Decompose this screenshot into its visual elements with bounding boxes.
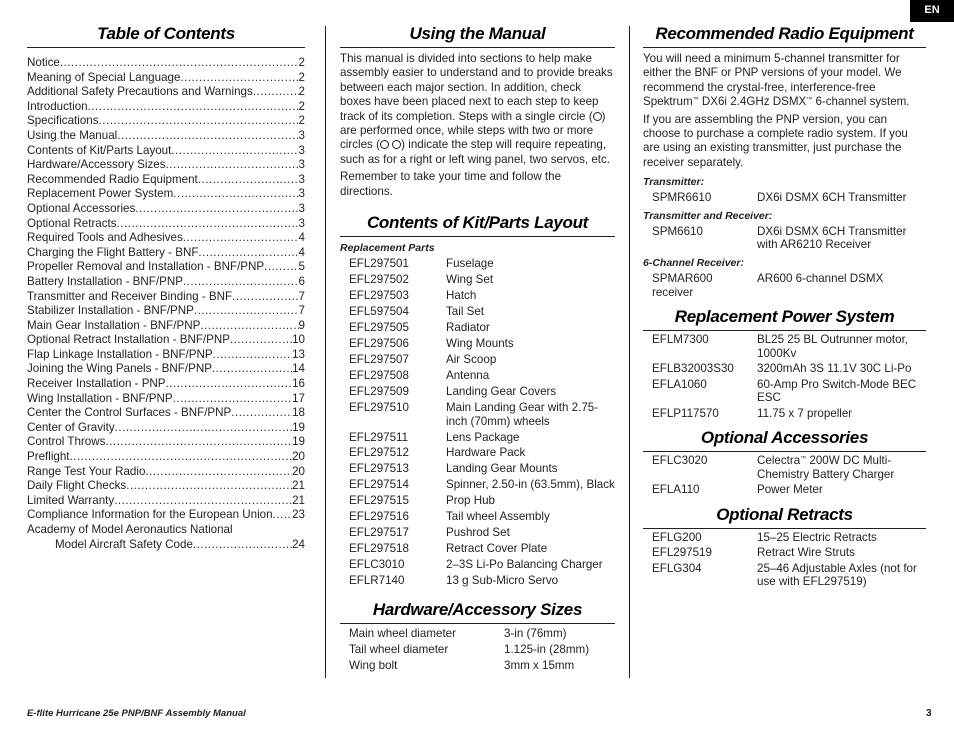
radio-row [643, 225, 926, 252]
part-description: Spinner, 2.50-in (63.5mm), Black [446, 478, 615, 492]
toc-entry[interactable] [27, 158, 305, 173]
toc-entry-page: 2 [298, 114, 305, 128]
part-description: Main Landing Gear with 2.75-inch (70mm) wheels [446, 400, 599, 428]
toc-entry[interactable] [27, 362, 305, 377]
toc-entry[interactable] [27, 100, 305, 115]
hardware-size: 3mm x 15mm [504, 658, 575, 672]
toc-entry-page: 4 [298, 231, 305, 245]
toc-entry-text: Preflight [27, 450, 70, 464]
toc-entry-text: Academy of Model Aeronautics National [27, 523, 233, 536]
toc-entry-text: Contents of Kit/Parts Layout [27, 143, 172, 157]
power-row [643, 333, 926, 360]
toc-leader-dots [213, 348, 293, 363]
toc-entry-page: 4 [298, 245, 305, 259]
part-description: Tail wheel Assembly [446, 510, 550, 524]
part-code: EFLC3010 [349, 558, 405, 572]
toc-leader-dots [273, 508, 293, 523]
toc-entry-page: 2 [298, 99, 305, 113]
circle-icon [380, 140, 389, 149]
retract-row [643, 546, 926, 560]
hardware-item: Wing bolt [349, 658, 398, 672]
toc-title: Table of Contents [97, 24, 235, 43]
toc-entry[interactable] [27, 231, 305, 246]
hardware-size: 1.125-in (28mm) [504, 642, 590, 656]
manual-column [340, 24, 615, 675]
toc-leader-dots [88, 100, 299, 115]
part-description: Wing Set [446, 273, 494, 287]
hardware-rule [340, 623, 615, 624]
part-code: EFL297507 [349, 352, 409, 366]
part-description: Air Scoop [446, 352, 497, 366]
retract-description: 15–25 Electric Retracts [757, 530, 877, 544]
part-row [340, 305, 615, 319]
column-divider-right [629, 26, 630, 678]
hardware-row [340, 659, 615, 673]
part-row [340, 574, 615, 588]
toc-entry[interactable] [27, 392, 305, 407]
toc-rule [27, 47, 305, 48]
power-description: BL25 25 BL Outrunner motor, 1000Kv [757, 333, 909, 360]
toc-leader-dots [198, 246, 298, 261]
radio-description: DX6i DSMX 6CH Transmitter [757, 191, 907, 205]
radio-group-label: Transmitter: [643, 176, 705, 189]
column-divider-left [325, 26, 326, 678]
part-row [340, 526, 615, 540]
hardware-size: 3-in (76mm) [504, 626, 567, 640]
toc-entry[interactable] [27, 333, 305, 348]
power-description: 60-Amp Pro Switch-Mode BEC ESC [757, 377, 917, 405]
radio-rule [643, 47, 926, 48]
accessory-description [757, 483, 926, 497]
radio-title: Recommended Radio Equipment [655, 24, 914, 43]
retract-row [643, 562, 926, 589]
toc-entry-page: 3 [298, 172, 305, 186]
radio-code: SPMAR600 receiver [652, 272, 713, 299]
part-description: Retract Cover Plate [446, 542, 548, 556]
radio-group-label: Transmitter and Receiver: [643, 209, 773, 222]
accessory-description [757, 454, 926, 481]
toc-entry-text: Flap Linkage Installation - BNF/PNP [27, 347, 213, 361]
toc-leader-dots [171, 144, 298, 159]
using-manual-reminder: Remember to take your time and follow the directions. [340, 170, 562, 198]
part-row [340, 273, 615, 287]
toc-entry[interactable] [27, 275, 305, 290]
part-code: EFL297517 [349, 526, 409, 540]
power-code: EFLM7300 [652, 333, 709, 347]
accessory-name-rest: 200W DC Multi-Chemistry Battery Charger [757, 454, 895, 481]
part-row [340, 353, 615, 367]
retract-code: EFL297519 [652, 546, 712, 560]
accessory-row [643, 483, 926, 497]
power-code: EFLA1060 [652, 377, 707, 391]
part-row [340, 494, 615, 508]
part-code: EFL297508 [349, 368, 409, 382]
part-description: Radiator [446, 321, 490, 334]
toc-entry-text: Battery Installation - BNF/PNP [27, 274, 183, 288]
toc-entry-text: Model Aircraft Safety Code [55, 537, 193, 551]
power-row [643, 362, 926, 376]
toc-entry[interactable] [27, 421, 305, 436]
toc-entry-page: 20 [292, 464, 305, 478]
radio-description: DX6i DSMX 6CH Transmitter with AR6210 Receiver [757, 224, 907, 252]
toc-entry-text: Center of Gravity [27, 420, 115, 434]
toc-entry[interactable] [27, 246, 305, 261]
kit-title: Contents of Kit/Parts Layout [366, 213, 589, 233]
part-row [340, 321, 615, 335]
radio-pnp-paragraph: If you are assembling the PNP version, you can choose to purchase a complete radio system. If you are using an existing transmitter, just purchase the receiver separately. [643, 112, 908, 169]
part-description: 13 g Sub-Micro Servo [446, 574, 559, 588]
toc-leader-dots [105, 435, 292, 450]
toc-entry-text: Replacement Power System [27, 187, 174, 201]
kit-rule [340, 236, 615, 237]
part-row [340, 337, 615, 351]
accessories-rule [643, 451, 926, 452]
toc-entry[interactable] [27, 85, 305, 100]
part-row [340, 558, 615, 572]
part-row [340, 385, 615, 399]
part-code: EFL297506 [349, 336, 409, 350]
toc-entry-text: Meaning of Special Language [27, 70, 181, 84]
part-description: Prop Hub [446, 494, 495, 508]
replacement-parts-label: Replacement Parts [340, 242, 435, 255]
part-row [340, 510, 615, 524]
toc-entry-text: Optional Accessories [27, 201, 136, 215]
toc-list [27, 56, 305, 523]
power-code: EFLB32003S30 [652, 362, 734, 376]
toc-leader-dots [212, 362, 292, 377]
toc-entry[interactable] [27, 129, 305, 144]
radio-code: SPMR6610 [652, 191, 712, 205]
part-row [340, 446, 615, 460]
radio-code: SPM6610 [652, 224, 703, 238]
toc-entry-page: 24 [292, 537, 305, 551]
toc-entry-page: 3 [298, 187, 305, 201]
toc-leader-dots [114, 494, 292, 509]
toc-entry-page: 18 [292, 406, 305, 420]
toc-entry-page: 3 [298, 158, 305, 172]
hardware-item: Tail wheel diameter [349, 642, 449, 656]
toc-leader-dots [264, 260, 298, 275]
part-description: Hatch [446, 289, 477, 303]
toc-entry[interactable] [27, 304, 305, 319]
retract-code: EFLG200 [652, 530, 702, 544]
part-code: EFL297505 [349, 321, 409, 334]
toc-entry-text: Introduction [27, 99, 88, 113]
toc-entry[interactable] [27, 187, 305, 202]
part-description: Wing Mounts [446, 336, 514, 350]
toc-entry-page: 21 [292, 479, 305, 493]
power-title: Replacement Power System [674, 307, 895, 327]
part-row [340, 257, 615, 271]
toc-leader-dots [126, 479, 292, 494]
toc-entry-page: 13 [292, 347, 305, 361]
part-code: EFL297515 [349, 494, 409, 508]
toc-entry-text: Center the Control Surfaces - BNF/PNP [27, 406, 232, 420]
radio-group-list [643, 272, 926, 299]
radio-group-list [643, 225, 926, 252]
toc-entry-page: 3 [298, 128, 305, 142]
toc-entry-page: 2 [298, 85, 305, 99]
toc-leader-dots [173, 392, 292, 407]
toc-leader-dots [117, 217, 299, 232]
radio-group-label: 6-Channel Receiver: [643, 257, 744, 270]
toc-entry-text: Required Tools and Adhesives [27, 231, 183, 245]
toc-entry[interactable] [27, 202, 305, 217]
accessories-title: Optional Accessories [700, 428, 869, 448]
toc-leader-dots [253, 85, 299, 100]
toc-leader-dots [117, 129, 298, 144]
power-code: EFLP117570 [652, 406, 719, 420]
toc-entry-page: 23 [292, 508, 305, 522]
toc-leader-dots [145, 465, 292, 480]
accessory-code: EFLA110 [652, 483, 700, 497]
toc-leader-dots [115, 421, 292, 436]
part-row [340, 478, 615, 492]
toc-entry[interactable] [27, 217, 305, 232]
part-description: Tail Set [446, 305, 485, 319]
toc-leader-dots [183, 275, 299, 290]
part-row [340, 401, 615, 428]
retract-row [643, 531, 926, 545]
toc-entry[interactable] [27, 494, 305, 509]
equipment-column [643, 24, 926, 591]
retract-code: EFLG304 [652, 561, 702, 575]
retract-description: Retract Wire Struts [757, 546, 855, 560]
toc-entry-page: 19 [292, 435, 305, 449]
part-description: 2–3S Li-Po Balancing Charger [446, 558, 603, 572]
power-row [643, 378, 926, 405]
toc-entry-page: 3 [298, 201, 305, 215]
toc-entry[interactable] [27, 450, 305, 465]
toc-entry-text: Additional Safety Precautions and Warnings [27, 85, 253, 99]
hardware-list [340, 627, 615, 673]
circle-icon [392, 140, 401, 149]
part-code: EFL297514 [349, 478, 409, 492]
toc-entry-page: 6 [298, 274, 305, 288]
toc-entry-page: 9 [298, 318, 305, 332]
part-code: EFL297509 [349, 384, 409, 398]
retracts-title: Optional Retracts [716, 504, 853, 524]
toc-entry-text: Joining the Wing Panels - BNF/PNP [27, 362, 212, 376]
part-row [340, 369, 615, 383]
accessory-name: Celectra [757, 454, 801, 468]
toc-leader-dots [99, 114, 299, 129]
toc-leader-dots [173, 187, 298, 202]
hardware-row [340, 643, 615, 657]
radio-description: AR600 6-channel DSMX [757, 272, 884, 286]
power-row [643, 407, 926, 421]
part-code: EFL597504 [349, 305, 409, 319]
radio-row [643, 272, 926, 299]
retract-description: 25–46 Adjustable Axles (not for use with EFL297519) [757, 561, 917, 589]
toc-leader-dots [232, 290, 298, 305]
toc-entry-page: 16 [292, 377, 305, 391]
toc-entry[interactable] [27, 71, 305, 86]
toc-entry-page: 2 [298, 56, 305, 69]
hardware-item: Main wheel diameter [349, 626, 456, 640]
part-code: EFL297502 [349, 273, 409, 287]
part-description: Lens Package [446, 430, 520, 444]
toc-entry[interactable] [27, 260, 305, 275]
toc-leader-dots [230, 333, 292, 348]
power-description: 3200mAh 3S 11.1V 30C Li-Po [757, 362, 912, 376]
part-code: EFL297510 [349, 400, 409, 414]
accessory-name: Power Meter [757, 483, 823, 497]
toc-entry[interactable] [27, 290, 305, 305]
toc-entry[interactable] [27, 377, 305, 392]
toc-entry-text: Optional Retract Installation - BNF/PNP [27, 333, 230, 347]
toc-entry-ama-line2[interactable] [27, 538, 305, 553]
toc-entry-text: Main Gear Installation - BNF/PNP [27, 318, 201, 332]
toc-entry[interactable] [27, 406, 305, 421]
toc-entry[interactable] [27, 319, 305, 334]
toc-entry[interactable] [27, 479, 305, 494]
toc-entry[interactable] [27, 56, 305, 71]
toc-entry-page: 14 [292, 362, 305, 376]
part-row [340, 289, 615, 303]
part-description: Fuselage [446, 257, 494, 271]
toc-entry-text: Receiver Installation - PNP [27, 377, 166, 391]
hardware-title: Hardware/Accessory Sizes [372, 599, 583, 619]
footer-page-number: 3 [926, 708, 932, 719]
toc-entry-page: 20 [292, 450, 305, 464]
part-description: Landing Gear Mounts [446, 462, 558, 476]
language-tab: EN [910, 0, 954, 22]
toc-entry[interactable] [27, 465, 305, 480]
toc-entry-ama-line1[interactable] [27, 523, 305, 538]
radio-groups [643, 176, 926, 299]
toc-leader-dots [183, 231, 299, 246]
part-code: EFL297503 [349, 289, 409, 303]
toc-entry-text: Propeller Removal and Installation - BNF/PNP [27, 260, 265, 274]
part-code: EFLR7140 [349, 574, 405, 588]
toc-entry-text: Specifications [27, 114, 99, 128]
part-code: EFL297501 [349, 257, 409, 271]
toc-entry-text: Range Test Your Radio [27, 464, 146, 478]
part-description: Antenna [446, 368, 490, 382]
trademark-mark: ™ [800, 456, 807, 463]
toc-entry[interactable] [27, 435, 305, 450]
toc-entry-text: Wing Installation - BNF/PNP [27, 391, 173, 405]
part-row [340, 542, 615, 556]
power-description: 11.75 x 7 propeller [757, 406, 853, 420]
using-manual-paragraph: This manual is divided into sections to help make assembly easier to understand and to provide breaks between each major section. In addition, check boxes have been placed next to each step to keep track of its completion. Steps with a single circle ( ) are performed once, while steps with two or more circles ( ) indicate the step will require repeating, such as for a right or left wing panel, two servos, etc. [340, 52, 613, 166]
part-description: Landing Gear Covers [446, 384, 557, 398]
toc-leader-dots [135, 202, 298, 217]
toc-entry-text: Using the Manual [27, 128, 118, 142]
toc-entry-text: Charging the Flight Battery - BNF [27, 245, 199, 259]
retracts-list [643, 531, 926, 589]
toc-entry-page: 21 [292, 493, 305, 507]
part-code: EFL297513 [349, 462, 409, 476]
toc-leader-dots [231, 406, 292, 421]
toc-leader-dots [198, 173, 299, 188]
radio-group-list [643, 191, 926, 205]
part-code: EFL297512 [349, 446, 409, 460]
part-description: Hardware Pack [446, 446, 526, 460]
toc-leader-dots [193, 538, 292, 553]
toc-leader-dots [200, 319, 298, 334]
toc-entry-page: 17 [292, 391, 305, 405]
toc-entry-text: Hardware/Accessory Sizes [27, 158, 166, 172]
radio-paragraph: You will need a minimum 5-channel transmitter for either the BNF or PNP versions of your model. We recommend the crystal-free, interference-free Spektrum™ DX6i 2.4GHz DSMX™ 6-channel system. [643, 52, 910, 109]
toc-entry-page: 7 [298, 289, 305, 303]
toc-entry-text: Control Throws [27, 435, 106, 449]
toc-entry[interactable] [27, 114, 305, 129]
toc-entry-page: 5 [298, 260, 305, 274]
toc-leader-dots [194, 304, 299, 319]
part-row [340, 462, 615, 476]
toc-entry-text: Daily Flight Checks [27, 479, 127, 493]
toc-entry[interactable] [27, 173, 305, 188]
hardware-row [340, 627, 615, 641]
toc-leader-dots [180, 71, 298, 86]
radio-row [643, 191, 926, 205]
toc-entry-page: 2 [298, 70, 305, 84]
toc-entry-page: 3 [298, 216, 305, 230]
part-code: EFL297511 [349, 430, 409, 444]
retracts-rule [643, 528, 926, 529]
accessory-row [643, 454, 926, 481]
part-description: Pushrod Set [446, 526, 510, 540]
toc-entry-text: Limited Warranty [27, 493, 115, 507]
toc-entry-text: Stabilizer Installation - BNF/PNP [27, 304, 194, 318]
toc-column [27, 24, 305, 552]
toc-leader-dots [166, 377, 293, 392]
toc-entry[interactable] [27, 508, 305, 523]
part-code: EFL297518 [349, 542, 409, 556]
using-manual-rule [340, 47, 615, 48]
toc-entry-page: 19 [292, 420, 305, 434]
toc-entry-text: Recommended Radio Equipment [27, 172, 198, 186]
toc-entry-page: 3 [298, 143, 305, 157]
power-list [643, 333, 926, 420]
part-row [340, 431, 615, 445]
power-rule [643, 330, 926, 331]
toc-entry[interactable] [27, 144, 305, 159]
footer-manual-title: E-flite Hurricane 25e PNP/BNF Assembly Manual [27, 708, 246, 719]
toc-entry-page: 10 [292, 333, 305, 347]
part-code: EFL297516 [349, 510, 409, 524]
using-manual-title: Using the Manual [409, 24, 546, 43]
toc-leader-dots [70, 450, 293, 465]
toc-entry[interactable] [27, 348, 305, 363]
single-circle-icon [593, 112, 602, 121]
toc-leader-dots [60, 56, 299, 71]
toc-entry-text: Compliance Information for the European Union [27, 508, 273, 522]
toc-leader-dots [166, 158, 299, 173]
accessory-code: EFLC3020 [652, 454, 708, 468]
parts-list [340, 257, 615, 588]
toc-entry-text: Notice [27, 56, 60, 69]
toc-entry-text: Transmitter and Receiver Binding - BNF [27, 289, 233, 303]
toc-entry-page: 7 [298, 304, 305, 318]
toc-entry-text: Optional Retracts [27, 216, 117, 230]
accessories-list [643, 454, 926, 497]
